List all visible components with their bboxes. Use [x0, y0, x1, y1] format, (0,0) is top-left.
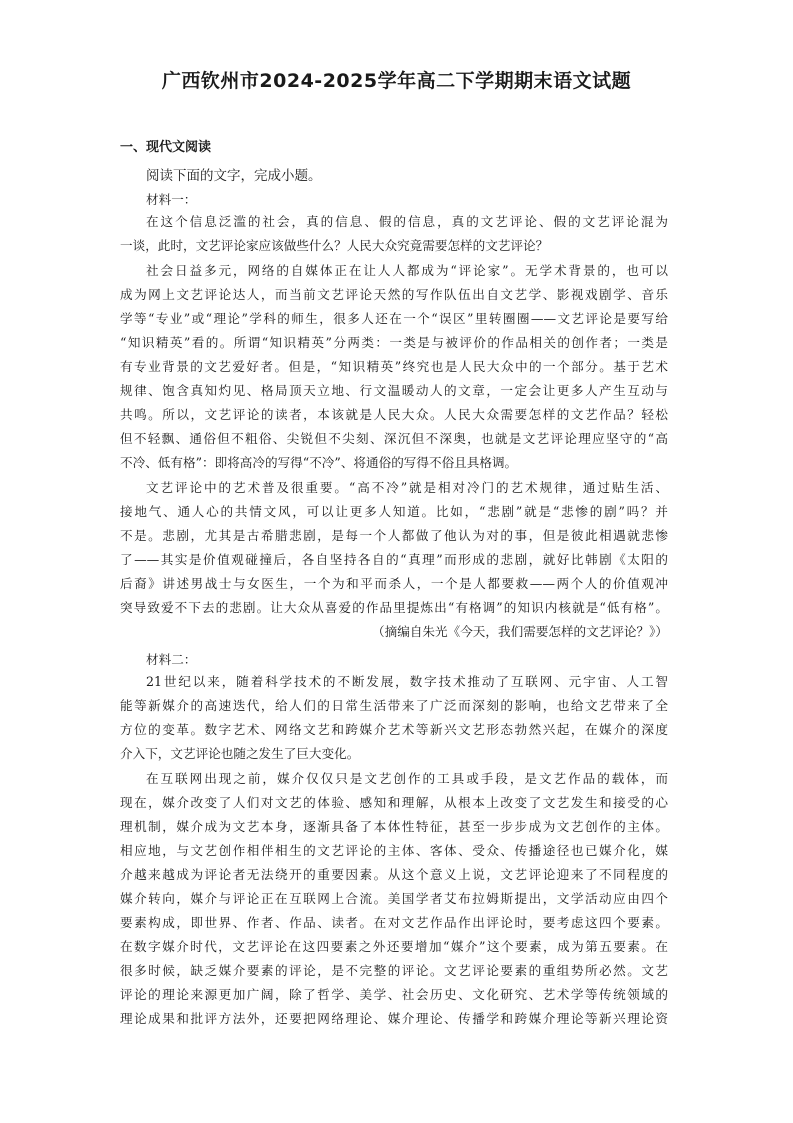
paragraph-line: 后裔》讲述男战士与女医生，一个为和平而杀人，一个是人都要救——两个人的价值观冲 — [120, 576, 668, 591]
paragraph-line: 社会日益多元，网络的自媒体正在让人人都成为“评论家”。无学术背景的，也可以 — [146, 263, 668, 278]
paragraph-line: 但不轻飘、通俗但不粗俗、尖锐但不尖刻、深沉但不深奥，也就是文艺评论理应坚守的“高 — [120, 431, 668, 446]
paragraph-line: 不冷、低有格”：即将高冷的写得“不冷”、将通俗的写得不俗且具格调。 — [120, 455, 518, 470]
paragraph-line: 方位的变革。数字艺术、网络文艺和跨媒介艺术等新兴文艺形态勃然兴起，在媒介的深度 — [120, 722, 668, 737]
paragraph-line: 有专业背景的文艺爱好者。但是，“知识精英”终究也是人民大众中的一个部分。基于艺术 — [120, 359, 668, 374]
paragraph-line: 能等新媒介的高速迭代，给人们的日常生活带来了广泛而深刻的影响，也给文艺带来了全 — [120, 698, 668, 713]
paragraph-line: 相应地，与文艺创作相伴相生的文艺评论的主体、客体、受众、传播途径也已媒介化，媒 — [120, 843, 668, 858]
paragraph-line: 学等“专业”或“理论”学科的师生，很多人还在一个“误区”里转圈圈——文艺评论是要写给 — [120, 311, 668, 326]
paragraph-line: 要素构成，即世界、作者、作品、读者。在对文艺作品作出评论时，要考虑这四个要素。 — [120, 915, 668, 930]
section-heading: 一、现代文阅读 — [120, 140, 212, 155]
paragraph-line: 了——其实是价值观碰撞后，各自坚持各自的“真理”而形成的悲剧，就好比韩剧《太阳的 — [120, 552, 668, 567]
paragraph-line: 共鸣。所以，文艺评论的读者，本该就是人民大众。人民大众需要怎样的文艺作品？轻松 — [120, 407, 668, 422]
source-citation: （摘编自朱光《今天，我们需要怎样的文艺评论？》） — [372, 624, 668, 639]
paragraph-line: 理机制，媒介成为文艺本身，逐渐具备了本体性特征，甚至一步步成为文艺创作的主体。 — [120, 819, 668, 834]
paragraph-line: 一谈，此时，文艺评论家应该做些什么？人民大众究竟需要怎样的文艺评论？ — [120, 238, 549, 253]
paragraph-line: 突导致爱不下去的悲剧。让大众从喜爱的作品里提炼出“有格调”的知识内核就是“低有格”。 — [120, 600, 668, 615]
paragraph-line: 介越来越成为评论者无法绕开的重要因素。从这个意义上说，文艺评论迎来了不同程度的 — [120, 867, 668, 882]
paragraph-line: 介入下，文艺评论也随之发生了巨大变化。 — [120, 746, 360, 761]
instruction-text: 阅读下面的文字，完成小题。 — [146, 168, 322, 184]
page-title: 广西钦州市2024-2025学年高二下学期期末语文试题 — [161, 70, 632, 92]
paragraph-line: 在数字媒介时代，文艺评论在这四要素之外还要增加“媒介”这个要素，成为第五要素。在 — [120, 939, 668, 954]
paragraph-line: 规律、饱含真知灼见、格局顶天立地、行文温暖动人的文章，一定会让更多人产生互动与 — [120, 383, 668, 398]
paragraph-line: 现在，媒介改变了人们对文艺的体验、感知和理解，从根本上改变了文艺发生和接受的心 — [120, 795, 668, 810]
paragraph-line: 成为网上文艺评论达人，而当前文艺评论天然的写作队伍出自文艺学、影视戏剧学、音乐 — [120, 287, 668, 302]
paragraph-line: 21世纪以来，随着科学技术的不断发展，数字技术推动了互联网、元宇宙、人工智 — [146, 674, 668, 689]
paragraph-line: 评论的理论来源更加广阔，除了哲学、美学、社会历史、文化研究、艺术学等传统领域的 — [120, 987, 668, 1002]
material2-label: 材料二： — [146, 652, 197, 667]
paragraph-line: 在互联网出现之前，媒介仅仅只是文艺创作的工具或手段，是文艺作品的载体，而 — [146, 771, 668, 786]
paragraph-line: 不是。悲剧，尤其是古希腊悲剧，是每一个人都做了他认为对的事，但是彼此相遇就悲惨 — [120, 528, 668, 543]
paragraph-line: 理论成果和批评方法外，还要把网络理论、媒介理论、传播学和跨媒介理论等新兴理论资 — [120, 1011, 668, 1026]
paragraph-line: 很多时候，缺乏媒介要素的评论，是不完整的评论。文艺评论要素的重组势所必然。文艺 — [120, 963, 668, 978]
material1-label: 材料一： — [146, 192, 197, 207]
paragraph-line: 媒介转向，媒介与评论正在互联网上合流。美国学者艾布拉姆斯提出，文学活动应由四个 — [120, 891, 668, 906]
paragraph-line: 接地气、通人心的共情文风，可以让更多人知道。比如，“悲剧”就是“悲惨的剧”吗？并 — [120, 504, 668, 519]
paragraph-line: “知识精英”看的。所谓“知识精英”分两类：一类是与被评价的作品相关的创作者；一类是 — [120, 335, 668, 350]
paragraph-line: 在这个信息泛滥的社会，真的信息、假的信息，真的文艺评论、假的文艺评论混为 — [146, 214, 668, 229]
paragraph-line: 文艺评论中的艺术普及很重要。“高不冷”就是相对冷门的艺术规律，通过贴生活、 — [146, 480, 668, 495]
